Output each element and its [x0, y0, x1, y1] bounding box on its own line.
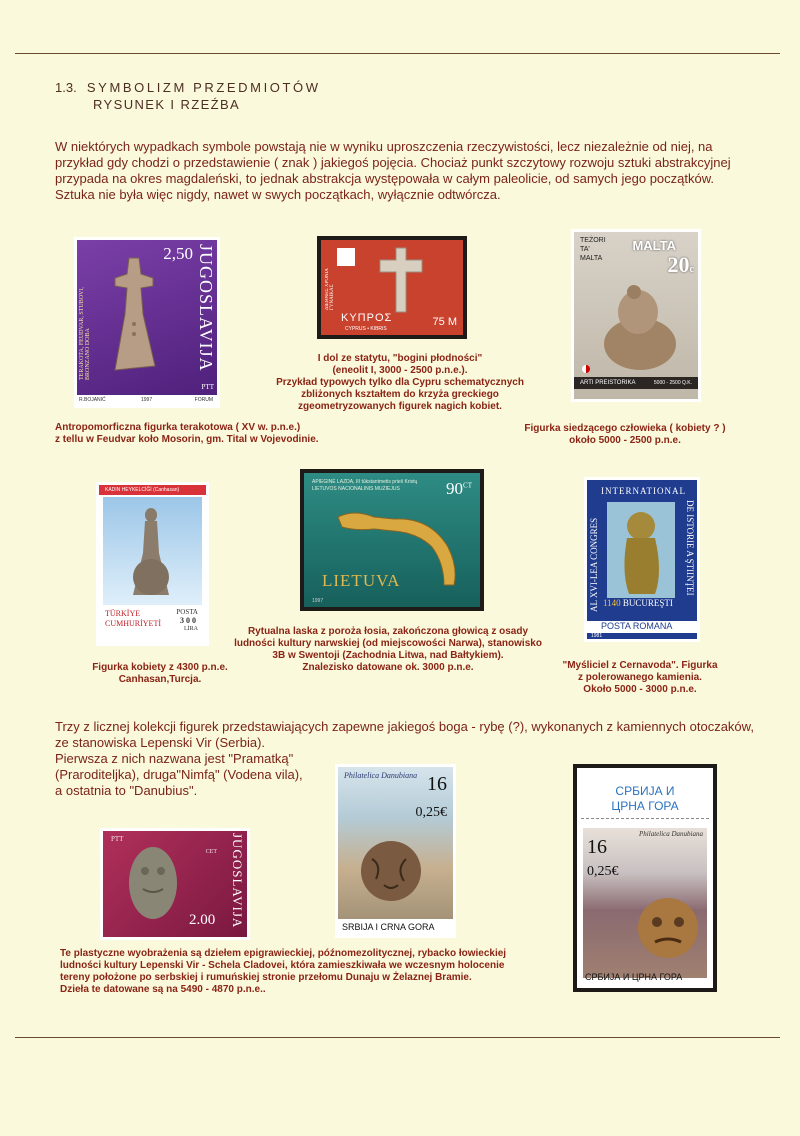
- turkey-country-1: TÜRKİYE: [105, 609, 141, 618]
- lithuania-year: 1997: [312, 598, 324, 604]
- serbia2-country: СРБИЈА И ЦРНА ГОРА: [585, 972, 683, 982]
- caption-line: "Myśliciel z Cernavoda". Figurka: [562, 660, 718, 671]
- lepenski-names-line: (Praroditeljka), druga"Nimfą" (Vodena vila),: [55, 767, 303, 782]
- bottom-rule: [15, 1037, 780, 1038]
- yugo2-unit: CET: [205, 849, 217, 855]
- yugo1-printer: FORUM: [194, 397, 213, 403]
- serbia1-stone-nymph: [356, 835, 426, 910]
- stamp-cyprus-idol: [317, 236, 467, 339]
- malta-title: [580, 236, 606, 263]
- caption-cyprus-idol: [270, 353, 530, 413]
- caption-line: Znalezisko datowane ok. 3000 p.n.e.: [302, 662, 474, 673]
- lithuania-country: LIETUVA: [322, 571, 401, 590]
- caption-line: ludności kultury narwskiej (od miejscowości Narwa), stanowisko: [234, 638, 542, 649]
- cyprus-sub: CYPRUS • KIBRIS: [345, 326, 387, 332]
- caption-malta-figure: [505, 423, 745, 447]
- caption-line: Około 5000 - 3000 p.n.e.: [583, 684, 697, 695]
- romania-year: 1981: [591, 633, 603, 639]
- romania-thinker-figure: [607, 502, 675, 598]
- serbia2-tab-2: ЦРНА ГОРА: [611, 799, 679, 813]
- caption-lepenski-vir: [60, 948, 506, 996]
- turkey-figurine: [129, 507, 173, 606]
- yugo2-country: JUGOSLAVIJA: [230, 833, 245, 929]
- romania-left: AL XVI-LEA CONGRES: [589, 517, 599, 612]
- serbia2-tab: [581, 784, 709, 814]
- cyprus-value: [433, 316, 457, 328]
- caption-line: z tellu w Feudvar koło Mosorin, gm. Tital w Vojevodinie.: [55, 434, 319, 445]
- intro-paragraph: W niektórych wypadkach symbole powstają nie w wyniku uproszczenia rzeczywistości, lecz niezależnie od niej, na przykład gdy chodzi o przedstawienie ( znak ) jakiegoś pojęcia. Chociaż punkt szczytowy rozwoju sztuki abstrakcyjnej przypada na okres magdaleński, to jednak abstrakcja występowała w całym paleolicie, od samych jego początków. Sztuka nie była więc nigdy, nawet w swych początkach, wyłącznie odtwórcza.: [55, 139, 731, 202]
- romania-city: [603, 598, 673, 608]
- caption-line: tereny położone po serbskiej i rumuńskiej stronie przełomu Dunaju w Żelaznej Bramie.: [60, 972, 472, 983]
- yugo1-side-text: TERAKOTA, FEUDVAR, STUBOVI, BRONZANO DOBA: [79, 287, 91, 380]
- romania-right: DE ISTORIE A ŞTIINŢEI: [685, 500, 695, 596]
- caption-line: Canhasan,Turcja.: [118, 674, 202, 685]
- yugo1-ptt: PTT: [201, 383, 214, 391]
- malta-value: [668, 252, 694, 278]
- serbia2-tab-1: СРБИЈА И: [615, 784, 675, 798]
- yugo2-ptt: PTT: [111, 835, 124, 843]
- caption-line: (eneolit I, 3000 - 2500 p.n.e.).: [332, 365, 468, 376]
- stamp-serbia-nymph: [335, 764, 456, 938]
- stamp-turkey-canhasan: [96, 482, 209, 646]
- caption-line: zbliżonych kształtem do krzyża greckiego: [301, 389, 499, 400]
- lepenski-names: [55, 751, 303, 799]
- stamp-malta-figure: [571, 229, 701, 402]
- caption-line: Rytualna laska z poroża łosia, zakończona głowicą z osady: [247, 626, 529, 637]
- caption-line: Te plastyczne wyobrażenia są dziełem epigrawieckiej, późnomezolitycznej, rybacko łowieckiej: [60, 948, 507, 959]
- stamp-serbia-danubius: [573, 764, 717, 992]
- yugo1-designer: R.BOJANIĆ: [79, 397, 106, 403]
- malta-bottom: ARTI PREISTORIKA: [580, 380, 636, 386]
- stamp-yugoslavia-terracotta: [74, 237, 220, 408]
- turkey-country-2: CUMHURİYETİ: [105, 619, 161, 628]
- cyprus-country: ΚΥΠΡΟΣ: [341, 312, 393, 324]
- stamp-yugoslavia-fish-god: [100, 828, 250, 940]
- turkey-top: KADIN HEYKELCİĞİ (Canhasan): [105, 487, 180, 493]
- malta-seated-figure: [600, 282, 680, 377]
- malta-flag-icon: [582, 365, 590, 373]
- serbia1-value2: 0,25€: [415, 805, 447, 820]
- caption-line: ludności kultury Lepenski Vir - Schela Cladovei, która zamieszkiwała we wczesnym holocenie: [60, 960, 505, 971]
- lepenski-paragraph: Trzy z licznej kolekcji figurek przedstawiających zapewne jakiegoś boga - rybę (?), wykonanych z kamiennych otoczaków, ze stanowiska Lepenski Vir (Serbia).: [55, 719, 754, 750]
- section-number: 1.3.: [55, 80, 77, 95]
- serbia1-value1: 16: [427, 773, 447, 795]
- cyprus-value-num: 75: [432, 316, 445, 328]
- lepenski-names-line: Pierwsza z nich nazwana jest "Pramatką": [55, 751, 294, 766]
- cyprus-side-text: ΔΙΕΘΝΗΣ ΧΡΟΝΙΑ ΓΥΝΑΙΚΑΣ: [325, 268, 335, 310]
- top-rule: [15, 53, 780, 54]
- stamp-lithuania-staff: [300, 469, 484, 611]
- caption-line: zgeometryzowanych figurek nagich kobiet.: [298, 401, 502, 412]
- malta-title-3: MALTA: [580, 255, 603, 262]
- lithuania-value-unit: CT: [463, 481, 472, 490]
- malta-date: 5000 - 2500 Q.K.: [653, 380, 692, 386]
- serbia2-value1: 16: [587, 836, 607, 858]
- section-heading: [55, 79, 321, 97]
- turkey-unit: LİRA: [184, 626, 198, 632]
- lithuania-value: [446, 479, 472, 499]
- yugo1-country: JUGOSLAVIJA: [196, 244, 216, 372]
- romania-city-name: BUCUREŞTI: [622, 598, 673, 608]
- romania-value: 1140: [603, 598, 621, 608]
- lepenski-names-line: a ostatnia to "Danubius".: [55, 783, 198, 798]
- section-title: SYMBOLIZM PRZEDMIOTÓW: [86, 80, 321, 95]
- cyprus-cross-idol: [376, 246, 426, 321]
- yugo2-value: 2.00: [189, 912, 216, 928]
- serbia1-top: Philatelica Danubiana: [344, 771, 418, 780]
- caption-line: Antropomorficzna figurka terakotowa ( XV w. p.n.e.): [55, 422, 301, 433]
- caption-line: Dzieła te datowane są na 5490 - 4870 p.n.e..: [60, 984, 266, 995]
- cyprus-value-unit: M: [447, 316, 457, 328]
- serbia2-top: Philatelica Danubiana: [639, 830, 703, 838]
- malta-country: MALTA: [632, 238, 676, 253]
- yugo2-stone-head: [125, 843, 181, 928]
- romania-country: POSTA ROMANA: [601, 621, 673, 631]
- yugo1-value: 2,50: [163, 244, 193, 263]
- caption-romania: [545, 660, 735, 696]
- romania-top: INTERNATIONAL: [601, 486, 686, 496]
- malta-value-unit: c: [689, 264, 694, 275]
- malta-title-2: TA': [580, 246, 590, 253]
- terracotta-figurine: [107, 254, 161, 376]
- stamp-romania-thinker: [584, 477, 700, 642]
- serbia2-picture: [583, 828, 707, 978]
- serbia2-stone-danubius: [633, 890, 703, 965]
- caption-line: Przykład typowych tylko dla Cypru schematycznych: [276, 377, 524, 388]
- malta-title-1: TEŻORI: [580, 237, 606, 244]
- lithuania-top-2: LIETUVOS NACIONALINIS MUZIEJUS: [312, 486, 400, 492]
- caption-line: Figurka siedzącego człowieka ( kobiety ? ): [524, 423, 726, 434]
- lithuania-value-num: 90: [446, 479, 464, 498]
- caption-line: 3B w Swentoji (Zachodnia Litwa, nad Bałtykiem).: [272, 650, 504, 661]
- turkey-value: 300: [180, 616, 198, 625]
- caption-yugoslavia-terracotta: [55, 422, 319, 446]
- caption-lithuania: [228, 626, 548, 674]
- yugo1-year: 1997: [141, 397, 153, 403]
- serbia1-country: SRBIJA I CRNA GORA: [342, 922, 435, 932]
- cyprus-logo: [337, 248, 355, 266]
- caption-line: około 5000 - 2500 p.n.e.: [569, 435, 681, 446]
- caption-line: z polerowanego kamienia.: [578, 672, 702, 683]
- turkey-posta: POSTA: [176, 608, 198, 616]
- lithuania-top-1: APIEGINĖ LAZDA, III tūkstantmetis prieš Kristų: [312, 479, 418, 485]
- section-subtitle: RYSUNEK I RZEŹBA: [93, 97, 241, 112]
- turkey-country: [105, 609, 161, 629]
- malta-value-num: 20: [667, 252, 690, 277]
- caption-line: Figurka kobiety z 4300 p.n.e.: [92, 662, 228, 673]
- serbia2-value2: 0,25€: [587, 864, 619, 879]
- caption-line: I dol ze statytu, "bogini płodności": [317, 353, 483, 364]
